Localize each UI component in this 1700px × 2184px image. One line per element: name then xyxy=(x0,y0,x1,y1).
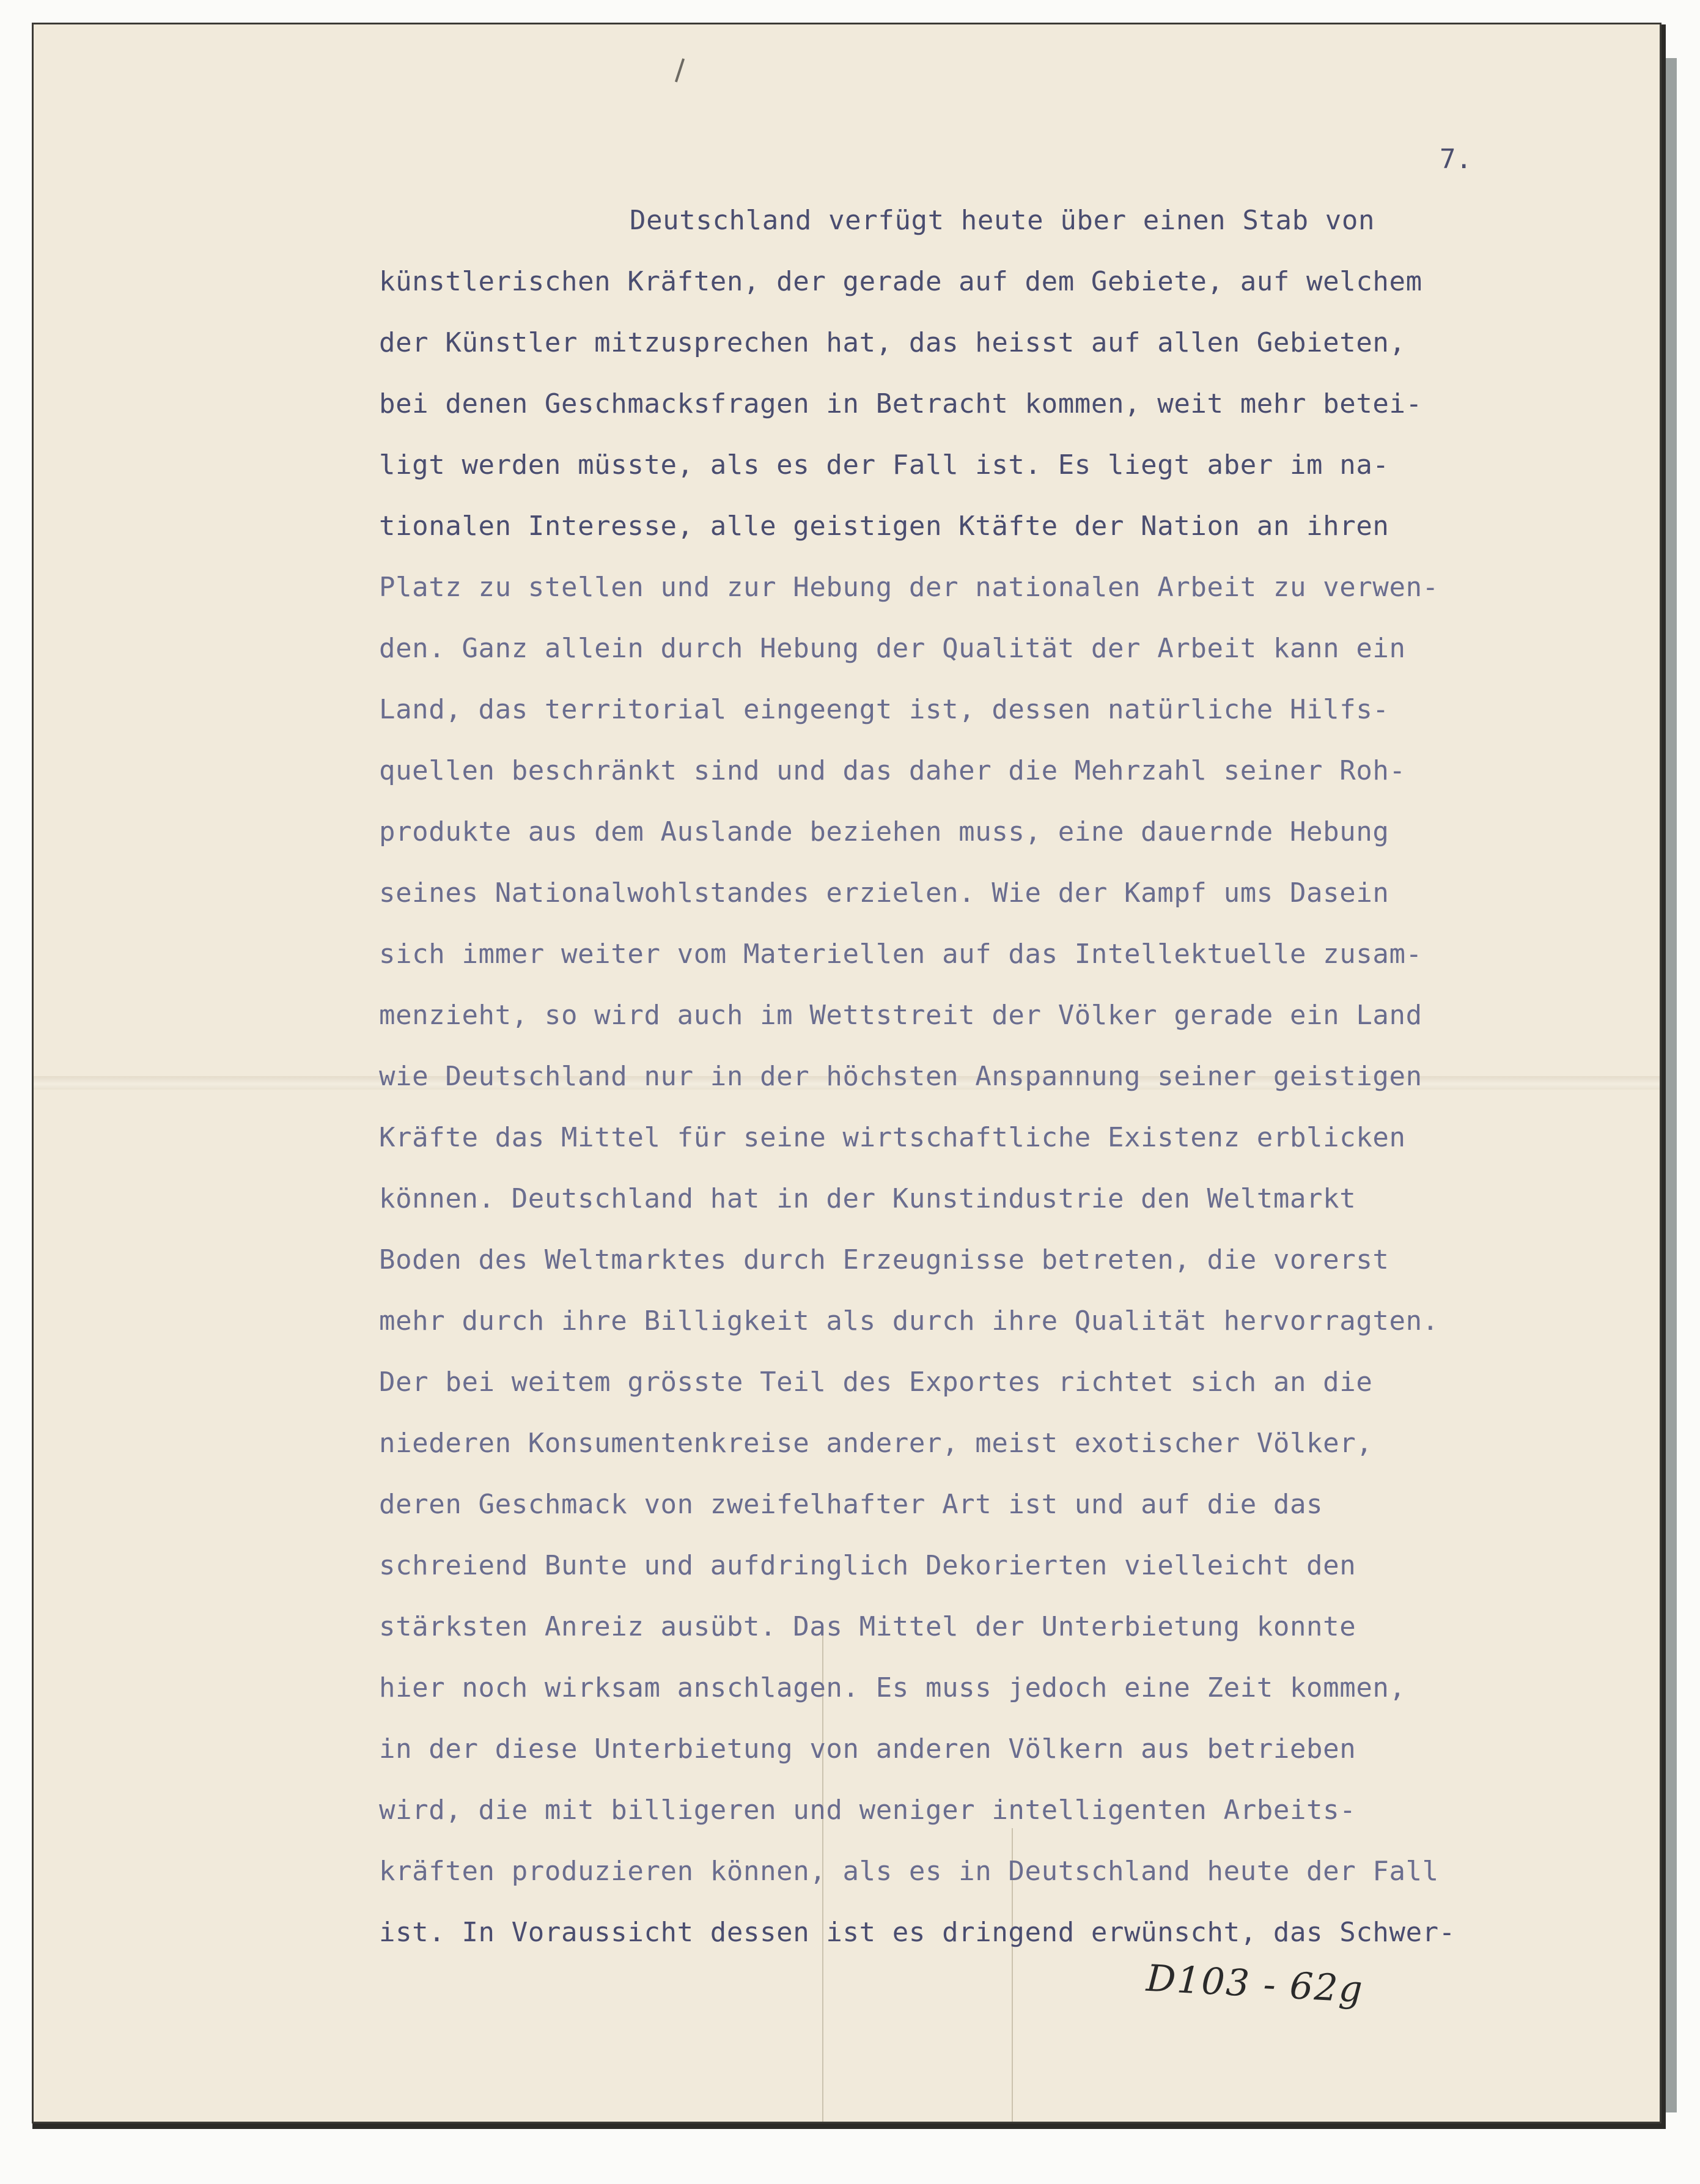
text-line: seines Nationalwohlstandes erzielen. Wie der Kampf ums Dasein xyxy=(379,877,1389,909)
text-line: der Künstler mitzusprechen hat, das heisst auf allen Gebieten, xyxy=(379,327,1406,358)
text-line: menzieht, so wird auch im Wettstreit der Völker gerade ein Land xyxy=(379,1000,1422,1031)
text-line: mehr durch ihre Billigkeit als durch ihre Qualität hervorragten. xyxy=(379,1305,1439,1337)
text-line: wie Deutschland nur in der höchsten Anspannung seiner geistigen xyxy=(379,1061,1422,1092)
text-line: können. Deutschland hat in der Kunstindustrie den Weltmarkt xyxy=(379,1183,1356,1214)
text-line: ligt werden müsste, als es der Fall ist. Es liegt aber im na- xyxy=(379,449,1389,481)
text-line: in der diese Unterbietung von anderen Völkern aus betrieben xyxy=(379,1733,1356,1765)
text-line: wird, die mit billigeren und weniger intelligenten Arbeits- xyxy=(379,1795,1356,1826)
text-line: schreiend Bunte und aufdringlich Dekorierten vielleicht den xyxy=(379,1550,1356,1581)
page-number: 7. xyxy=(1440,144,1472,175)
text-line: Land, das territorial eingeengt ist, dessen natürliche Hilfs- xyxy=(379,694,1389,725)
archive-signature-mark: D103 - 62g xyxy=(1145,1957,1365,2012)
text-line: Deutschland verfügt heute über einen Stab von xyxy=(630,205,1375,236)
text-line: deren Geschmack von zweifelhafter Art ist und auf die das xyxy=(379,1489,1323,1520)
text-line: Kräfte das Mittel für seine wirtschaftliche Existenz erblicken xyxy=(379,1122,1406,1153)
text-line: künstlerischen Kräften, der gerade auf dem Gebiete, auf welchem xyxy=(379,266,1422,297)
typescript-page xyxy=(34,24,1660,2122)
text-line: ist. In Voraussicht dessen ist es dringend erwünscht, das Schwer- xyxy=(379,1917,1455,1948)
typescript-body xyxy=(34,24,1660,2122)
text-line: bei denen Geschmacksfragen in Betracht kommen, weit mehr betei- xyxy=(379,388,1422,419)
text-line: niederen Konsumentenkreise anderer, meist exotischer Völker, xyxy=(379,1428,1373,1459)
text-line: tionalen Interesse, alle geistigen Ktäfte der Nation an ihren xyxy=(379,511,1389,542)
text-line: hier noch wirksam anschlagen. Es muss jedoch eine Zeit kommen, xyxy=(379,1672,1406,1703)
text-line: sich immer weiter vom Materiellen auf das Intellektuelle zusam- xyxy=(379,939,1422,970)
text-line: Der bei weitem grösste Teil des Exportes richtet sich an die xyxy=(379,1367,1373,1398)
text-line: produkte aus dem Auslande beziehen muss, eine dauernde Hebung xyxy=(379,816,1389,847)
text-line: quellen beschränkt sind und das daher die Mehrzahl seiner Roh- xyxy=(379,755,1406,786)
text-line: stärksten Anreiz ausübt. Das Mittel der Unterbietung konnte xyxy=(379,1611,1356,1642)
text-line: den. Ganz allein durch Hebung der Qualität der Arbeit kann ein xyxy=(379,633,1406,664)
text-line: Platz zu stellen und zur Hebung der nationalen Arbeit zu verwen- xyxy=(379,572,1439,603)
text-line: Boden des Weltmarktes durch Erzeugnisse betreten, die vorerst xyxy=(379,1244,1389,1275)
text-line: kräften produzieren können, als es in Deutschland heute der Fall xyxy=(379,1856,1439,1887)
